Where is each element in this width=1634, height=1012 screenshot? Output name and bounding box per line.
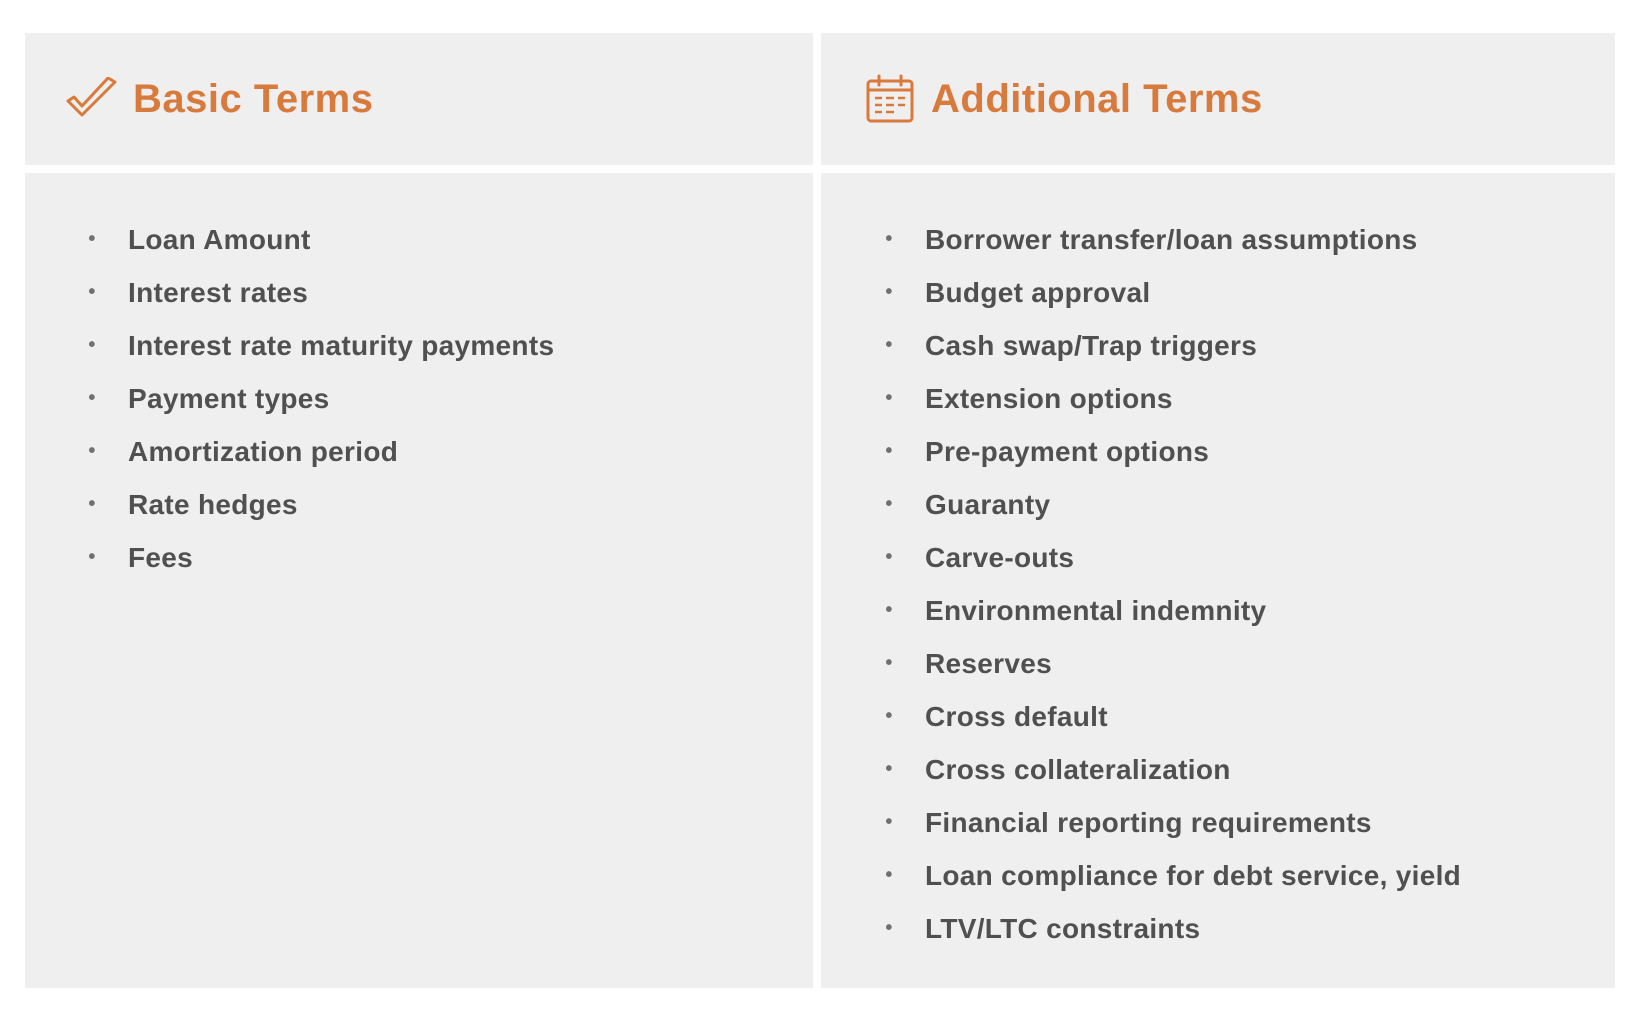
bullet-icon: • <box>885 864 893 886</box>
basic-terms-body <box>25 173 813 988</box>
additional-terms-list <box>877 213 1461 955</box>
list-item: • Loan Amount <box>80 213 554 266</box>
bullet-icon: • <box>885 917 893 939</box>
bullet-icon: • <box>885 440 893 462</box>
basic-terms-list <box>80 213 554 584</box>
bullet-icon: • <box>885 546 893 568</box>
bullet-icon: • <box>885 493 893 515</box>
list-item: • Cash swap/Trap triggers <box>877 319 1461 372</box>
checkmark-icon <box>65 72 119 126</box>
list-item: • Cross default <box>877 690 1461 743</box>
basic-terms-header <box>25 33 813 165</box>
list-item: • Payment types <box>80 372 554 425</box>
terms-comparison-table <box>25 33 1615 988</box>
bullet-icon: • <box>885 334 893 356</box>
bullet-icon: • <box>885 811 893 833</box>
list-item: • Budget approval <box>877 266 1461 319</box>
bullet-icon: • <box>885 228 893 250</box>
bullet-icon: • <box>885 599 893 621</box>
calendar-icon <box>863 72 917 126</box>
additional-terms-body <box>821 173 1615 988</box>
bullet-icon: • <box>88 440 96 462</box>
list-item: • Carve-outs <box>877 531 1461 584</box>
list-item: • Financial reporting requirements <box>877 796 1461 849</box>
additional-terms-title: Additional Terms <box>931 76 1263 121</box>
list-item: • Loan compliance for debt service, yield <box>877 849 1461 902</box>
list-item: • Reserves <box>877 637 1461 690</box>
additional-terms-header <box>821 33 1615 165</box>
list-item: • Interest rate maturity payments <box>80 319 554 372</box>
bullet-icon: • <box>885 705 893 727</box>
list-item: • Interest rates <box>80 266 554 319</box>
list-item: • Pre-payment options <box>877 425 1461 478</box>
list-item: • Fees <box>80 531 554 584</box>
bullet-icon: • <box>885 758 893 780</box>
basic-terms-title: Basic Terms <box>133 76 374 121</box>
list-item: • Guaranty <box>877 478 1461 531</box>
bullet-icon: • <box>885 387 893 409</box>
bullet-icon: • <box>88 281 96 303</box>
list-item: • Environmental indemnity <box>877 584 1461 637</box>
list-item: • Extension options <box>877 372 1461 425</box>
bullet-icon: • <box>88 387 96 409</box>
bullet-icon: • <box>88 493 96 515</box>
list-item: • Cross collateralization <box>877 743 1461 796</box>
bullet-icon: • <box>885 652 893 674</box>
bullet-icon: • <box>88 334 96 356</box>
list-item: • Rate hedges <box>80 478 554 531</box>
bullet-icon: • <box>885 281 893 303</box>
bullet-icon: • <box>88 546 96 568</box>
list-item: • LTV/LTC constraints <box>877 902 1461 955</box>
list-item: • Amortization period <box>80 425 554 478</box>
list-item: • Borrower transfer/loan assumptions <box>877 213 1461 266</box>
bullet-icon: • <box>88 228 96 250</box>
